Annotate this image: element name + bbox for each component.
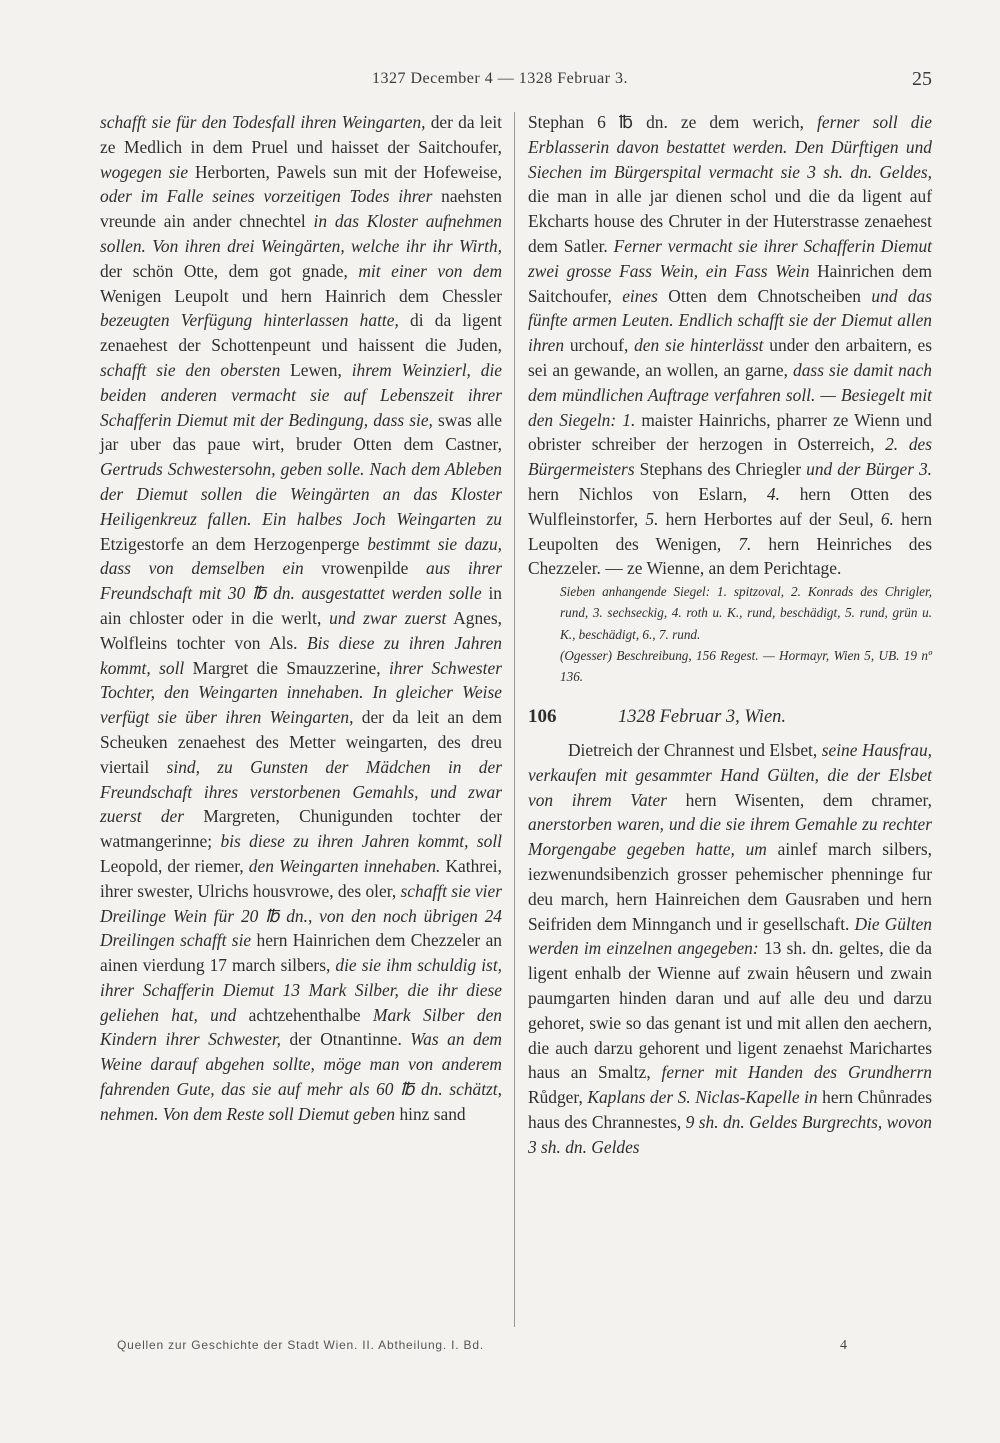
left_column-run: Wenigen Leupolt und hern Hainrich dem Chessler (100, 285, 502, 306)
left-column (100, 110, 502, 1127)
left_column-run: oder im Falle seines vorzeitigen Todes ihrer (100, 186, 433, 207)
left_column-run: mit einer von dem (358, 260, 502, 281)
right_column_text-run: eines (622, 285, 658, 306)
left_column-run: Kathrei, ihrer swester, Ulrichs housvrowe, des oler, (100, 855, 502, 901)
entry_text-run: Růdger, (528, 1087, 588, 1108)
left_column-run: die sie ihm schuldig ist, ihrer Schafferin Diemut 13 Mark Silber, die ihr diese geliehen hat, und (100, 955, 502, 1025)
right_column_text-run: 6. (880, 508, 894, 529)
left_column-run: swas alle jar uber das paue wirt, bruder Otten dem Castner, (100, 409, 502, 455)
entry_text-run: ferner mit Handen des Grundherrn (661, 1062, 932, 1083)
left_column-run: Lewen, (280, 359, 352, 380)
left_column-run: Gertruds Schwestersohn, geben solle. Nach dem Ableben der Diemut sollen die Weingärten an das Kloster Heiligenkreuz fallen. Ein halbes Joch Weingarten zu (100, 459, 502, 529)
left_column-run: Mark Silber den Kindern ihrer Schwester, (100, 1004, 503, 1050)
right_column_text-run: Otten dem Chnotscheiben (657, 285, 872, 306)
entry_text-run: seine Hausfrau, verkaufen mit gesammter Hand Gülten, die der Elsbet von ihrem Vater (528, 739, 933, 810)
left_column-run: aus ihrer Freundschaft mit 30 ℔ dn. ausgestattet werden solle (100, 558, 502, 604)
right_column_text-run: die man in alle jar dienen schol und die da ligent auf Ekcharts house des Chruter in der Huterstrasse zenaehest dem Satler. (528, 186, 932, 256)
right_column_text-run: hern Otten des Wulfleinstorfer, (528, 483, 932, 529)
entry_text-run: hern Chůnrades haus des Chrannestes, (528, 1087, 932, 1132)
left_column-run: Bis diese zu ihren Jahren kommt, soll (100, 632, 502, 678)
left_column-run: Leopold, der riemer, (100, 855, 249, 876)
left_column-run: der da leit ze Medlich in dem Pruel und haisset der Saitchoufer, (100, 112, 502, 157)
entry-number: 106 (528, 706, 557, 728)
right-column (528, 110, 932, 1160)
left_column-run: und zwar zuerst (329, 607, 447, 628)
left_column-run: Was an dem Weine darauf abgehen sollte, möge man von anderem fahrenden Gute, das sie auf mehr als 60 ℔ dn. schätzt, nehmen. Von dem Reste soll Diemut geben (100, 1029, 502, 1124)
left_column-run: Herborten, Pawels sun mit der Hofeweise, (188, 161, 502, 182)
source-notes (536, 645, 932, 687)
right_column_text-run: Stephans des Chriegler (634, 459, 807, 480)
left_column-run: wogegen sie (100, 161, 189, 182)
entry_text-run: Dietreich der Chrannest und Elsbet, (568, 739, 822, 760)
footer-signature-mark: 4 (840, 1338, 847, 1353)
right_column_text-run: 7. (738, 533, 752, 554)
right_column_text-run: dass sie damit nach dem mündlichen Auftrage verfahren soll. — Besiegelt mit den Siegeln: 1. (528, 359, 932, 430)
entry_text-run: ainlef march silbers, iezwenundsibenzich grosser pehemischer phenninge fur deu march, hern Hainreichen dem Gausraben und hern Seifriden dem Minnganch und ir gesellschaft. (528, 839, 932, 934)
left_column-run: Agnes, Wolfleins tochter von Als. (100, 607, 503, 653)
right_column_text-run: under den arbaitern, es sei an gewande, an wollen, an garne, (528, 335, 932, 380)
right_column_text-run: den sie hinterlässt (634, 335, 764, 356)
source-notes-text: (Ogesser) Beschreibung, 156 Regest. — Hormayr, Wien 5, UB. 19 nº 136. (560, 647, 932, 684)
right_column_text-run: 4. (766, 483, 780, 504)
right_column_text-run: und der Bürger 3. (806, 459, 932, 480)
entry_text-run: hern Wisenten, dem chramer, (667, 789, 932, 810)
left_column-run: hern Hainrichen dem Chezzeler an ainen vierdung 17 march silbers, (100, 930, 503, 976)
entry_text-run: Kaplans der S. Niclas-Kapelle in (587, 1087, 818, 1108)
left_column-run: ihrem Weinzierl, die beiden anderen vermacht sie auf Lebenszeit ihrer Schafferin Diemut mit der Bedingung, dass sie, (100, 359, 503, 430)
left_column-run: naehsten vreunde ain ander chnechtel (100, 186, 502, 232)
entry_text-run: 9 sh. dn. Geldes Burgrechts, wovon 3 sh. dn. Geldes (528, 1111, 933, 1157)
running-head: 1327 December 4 — 1328 Februar 3. (372, 70, 628, 87)
left_column-run: den Weingarten innehaben. (248, 855, 441, 876)
right_column_text-run: 2. des Bürgermeisters (528, 434, 933, 480)
seal-notes-text: Sieben anhangende Siegel: 1. spitzoval, 2. Konrads des Chrigler, rund, 3. sechseckig, 4. roth u. K., rund, beschädigt, 5. rund, grün u. K., beschädigt, 6., 7. rund. (560, 584, 932, 642)
right_column_text-run: ferner soll die Erblasserin davon bestattet werden. Den Dürftigen und Siechen im Bürgerspital vermacht sie 3 sh. dn. Geldes, (528, 112, 932, 182)
left_column-run: Margreten, Chunigunden tochter der watmangerinne; (100, 806, 502, 852)
right-column-text (528, 110, 932, 581)
left_column-run: bezeugten Verfügung hinterlassen hatte, (100, 310, 399, 331)
right_column_text-run: hern Leupolten des Wenigen, (528, 508, 933, 554)
entry_text-run: anerstorben waren, und die sie ihrem Gemahle zu rechter Morgengabe gegeben hatte, um (528, 814, 932, 860)
left_column-run: der da leit an dem Scheuken zenaehest des Metter weingarten, des dreu viertail (100, 707, 503, 777)
left-column-text (100, 110, 502, 1127)
right_column_text-run: Hainrichen dem Saitchoufer, (528, 260, 932, 306)
right_column_text-run: hern Heinriches des Chezzeler. — ze Wienne, an dem Perichtage. (528, 533, 932, 579)
left_column-run: hinz sand (395, 1103, 466, 1124)
entry-text (528, 738, 932, 1160)
right_column_text-run: Stephan 6 ℔ dn. ze dem werich, (528, 112, 818, 132)
editorial-notes (536, 581, 932, 687)
right_column_text-run: maister Hainrichs, pharrer ze Wienn und obrister schreiber der herzogen in Osterreich, (528, 409, 932, 455)
column-divider (514, 112, 515, 1327)
entry_text-run: Die Gülten werden im einzelnen angegeben: (528, 913, 932, 959)
right_column_text-run: urchouf, (564, 335, 635, 356)
page-number: 25 (912, 68, 932, 90)
left_column-run: ihrer Schwester Tochter, den Weingarten innehaben. In gleicher Weise verfügt sie über ihren Weingarten, (100, 657, 503, 728)
left_column-run: bis diese zu ihren Jahren kommt, soll (220, 831, 502, 852)
entry_text-run: 13 sh. dn. geltes, die da ligent enhalb der Wienne auf zwain hêusern und zwain paumgarten hinden daran und auf alle deu und darzu gehoret, swie so das genant ist und mit allen den aechern, die auch darzu gehorent und ligent zenaehst Marichartes haus an Smaltz, (528, 938, 932, 1083)
entry-date: 1328 Februar 3, Wien. (618, 707, 787, 728)
left_column-run: der schön Otte, dem got gnade, (100, 260, 359, 281)
left_column-run: di da ligent zenaehest der Schottenpeunt und haissent die Juden, (100, 310, 502, 356)
left_column-run: achtzehenthalbe (236, 1004, 373, 1025)
left_column-run: Margret die Smauzzerine, (184, 657, 389, 678)
left_column-run: bestimmt sie dazu, dass von demselben ein (100, 533, 502, 579)
left_column-run: schafft sie vier Dreilinge Wein für 20 ℔ dn., von den noch übrigen 24 Dreilingen schafft sie (100, 880, 502, 951)
right_column_text-run: 5. (645, 508, 659, 529)
entry-heading (528, 705, 932, 730)
left_column-run: der Otnantinne. (281, 1029, 411, 1050)
right_column_text-run: hern Herbortes auf der Seul, (658, 508, 881, 529)
right_column_text-run: und das fünfte armen Leuten. Endlich schafft sie der Diemut allen ihren (528, 285, 932, 356)
footer-series-title: Quellen zur Geschichte der Stadt Wien. II. Abtheilung. I. Bd. (117, 1338, 484, 1352)
left_column-run: schafft sie den obersten (100, 359, 281, 380)
left_column-run: sind, zu Gunsten der Mädchen in der Freundschaft ihres verstorbenen Gemahls, und zwar zuerst der (100, 756, 502, 827)
right_column_text-run: hern Nichlos von Eslarn, (528, 483, 767, 504)
left_column-run: schafft sie für den Todesfall ihren Weingarten, (100, 112, 426, 132)
left_column-run: Etzigestorfe an dem Herzogenperge (100, 533, 368, 554)
right_column_text-run: Ferner vermacht sie ihrer Schafferin Diemut zwei grosse Fass Wein, ein Fass Wein (528, 235, 932, 281)
left_column-run: in ain chloster oder in die werlt, (100, 583, 503, 628)
left_column-run: vrowenpilde (303, 558, 427, 579)
left_column-run: in das Kloster aufnehmen sollen. Von ihren drei Weingärten, welche ihr ihr Wirth, (100, 211, 503, 256)
seal-notes (536, 581, 932, 645)
